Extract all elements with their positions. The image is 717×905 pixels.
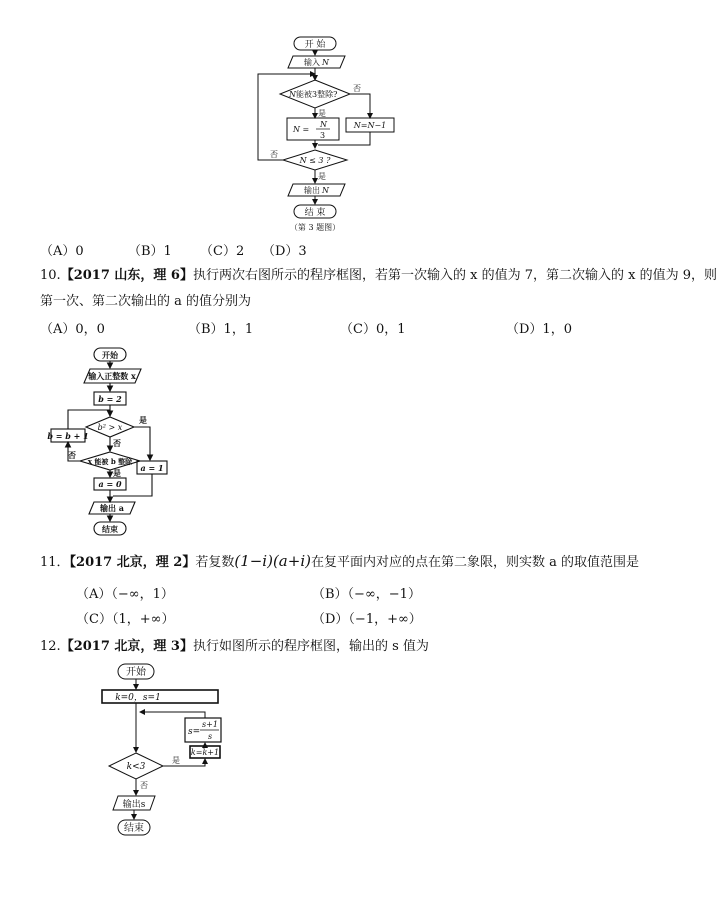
fc1-yes2-label: 是	[318, 172, 326, 181]
fc1-dec1-var: N	[289, 90, 296, 99]
q11-source: 【2017 北京，理 2】	[69, 555, 196, 570]
q9-option-b: （B）1	[128, 244, 172, 259]
fc2-yes2-label: 是	[113, 468, 121, 478]
fc3-assign-s: s=	[188, 727, 201, 737]
fc1-sub-label: N=N−1	[353, 121, 387, 130]
fc3-frac-num: s+1	[202, 720, 218, 729]
fc2-dec2-label: x 能被 b 整除	[87, 457, 133, 466]
q9-option-c: （C）2	[200, 244, 245, 259]
fc3-start-label: 开始	[126, 667, 146, 678]
fc1-dec2-label: N ≤ 3 ?	[299, 156, 331, 165]
q11-text-before: 若复数	[195, 555, 235, 570]
fc2-dec1-label: b² > x	[97, 423, 123, 432]
fc2-input-label: 输入正整数 x	[88, 371, 136, 381]
q11-number: 11．	[40, 555, 70, 570]
q11-option-c: （C）（1，+∞）	[76, 612, 175, 627]
q9-option-d: （D）3	[262, 244, 307, 259]
q10-option-b: （B）1，1	[188, 322, 254, 337]
fc3-yes-label: 是	[172, 756, 180, 765]
q10-line1	[40, 266, 717, 286]
fc1-end-label: 结 束	[304, 208, 326, 218]
q10-source: 【2017 山东，理 6】	[60, 268, 193, 283]
q10-number: 10.	[40, 268, 61, 283]
fc2-output-label: 输出 a	[100, 503, 124, 513]
fc2-yes1-label: 是	[139, 415, 147, 425]
fc3-frac-den: s	[207, 732, 213, 741]
fc3-decision-label: k<3	[126, 762, 146, 772]
q11-option-b: （B）（−∞，−1）	[312, 587, 421, 602]
q11-option-a: （A）（−∞，1）	[76, 587, 174, 602]
fc3-output-label: 输出s	[122, 800, 146, 810]
fc1-yes1-label: 是	[318, 109, 326, 118]
q12-line	[40, 637, 429, 657]
fc3-incr-label: k=k+1	[190, 748, 220, 757]
flowchart-q12	[100, 660, 230, 840]
q12-number: 12.	[40, 639, 61, 654]
fc2-init-label: b = 2	[98, 394, 122, 404]
q10-line2: 第一次、第二次输出的 a 的值分别为	[40, 294, 252, 309]
flowchart-3	[250, 30, 410, 235]
q12-text: 执行如图所示的程序框图，输出的 s 值为	[192, 639, 429, 654]
q10-option-d: （D）1，0	[506, 322, 572, 337]
fc2-a1-label: a = 1	[140, 463, 164, 473]
q10-option-a: （A）0，0	[40, 322, 105, 337]
q11-formula: (1−i)(a+i)	[234, 552, 311, 570]
q9-option-a: （A）0	[40, 244, 84, 259]
q12-source: 【2017 北京，理 3】	[60, 639, 193, 654]
fc3-end-label: 结束	[124, 823, 144, 834]
fc1-div-assign: N =	[293, 125, 310, 134]
q11-line	[40, 551, 639, 573]
fc2-no1-label: 否	[113, 438, 121, 448]
fc1-no2-label: 否	[270, 150, 278, 159]
fc2-start-label: 开始	[102, 350, 118, 360]
fc2-no2-label: 否	[68, 450, 76, 460]
fc2-end-label: 结束	[102, 524, 118, 534]
flowchart-q10	[44, 343, 180, 543]
fc1-input-var: N	[322, 58, 329, 67]
fc1-output-label: 输出	[304, 186, 320, 195]
fc1-no1-label: 否	[353, 84, 361, 93]
q11-text-after: 在复平面内对应的点在第二象限，则实数 a 的取值范围是	[310, 555, 639, 570]
q10-option-c: （C）0，1	[340, 322, 406, 337]
q10-text-line1: 执行两次右图所示的程序框图，若第一次输入的 x 的值为 7，第二次输入的 x 的值为 9，则	[192, 268, 717, 283]
fc1-input-label: 输入	[304, 58, 320, 67]
fc3-init-label: k=0，s=1	[115, 693, 161, 703]
fc1-output-var: N	[322, 186, 329, 195]
fc3-no-label: 否	[140, 781, 148, 790]
fc1-start-label: 开 始	[304, 40, 326, 50]
fc1-caption: （第 3 题图）	[289, 223, 341, 232]
fc2-a0-label: a = 0	[98, 479, 122, 489]
fc2-incr-label: b = b + 1	[47, 431, 89, 441]
fc1-frac-den: 3	[320, 131, 326, 140]
fc1-frac-num: N	[320, 120, 327, 129]
q11-option-d: （D）（−1，+∞）	[312, 612, 422, 627]
fc1-dec1-label: 能被3整除?	[296, 90, 338, 99]
